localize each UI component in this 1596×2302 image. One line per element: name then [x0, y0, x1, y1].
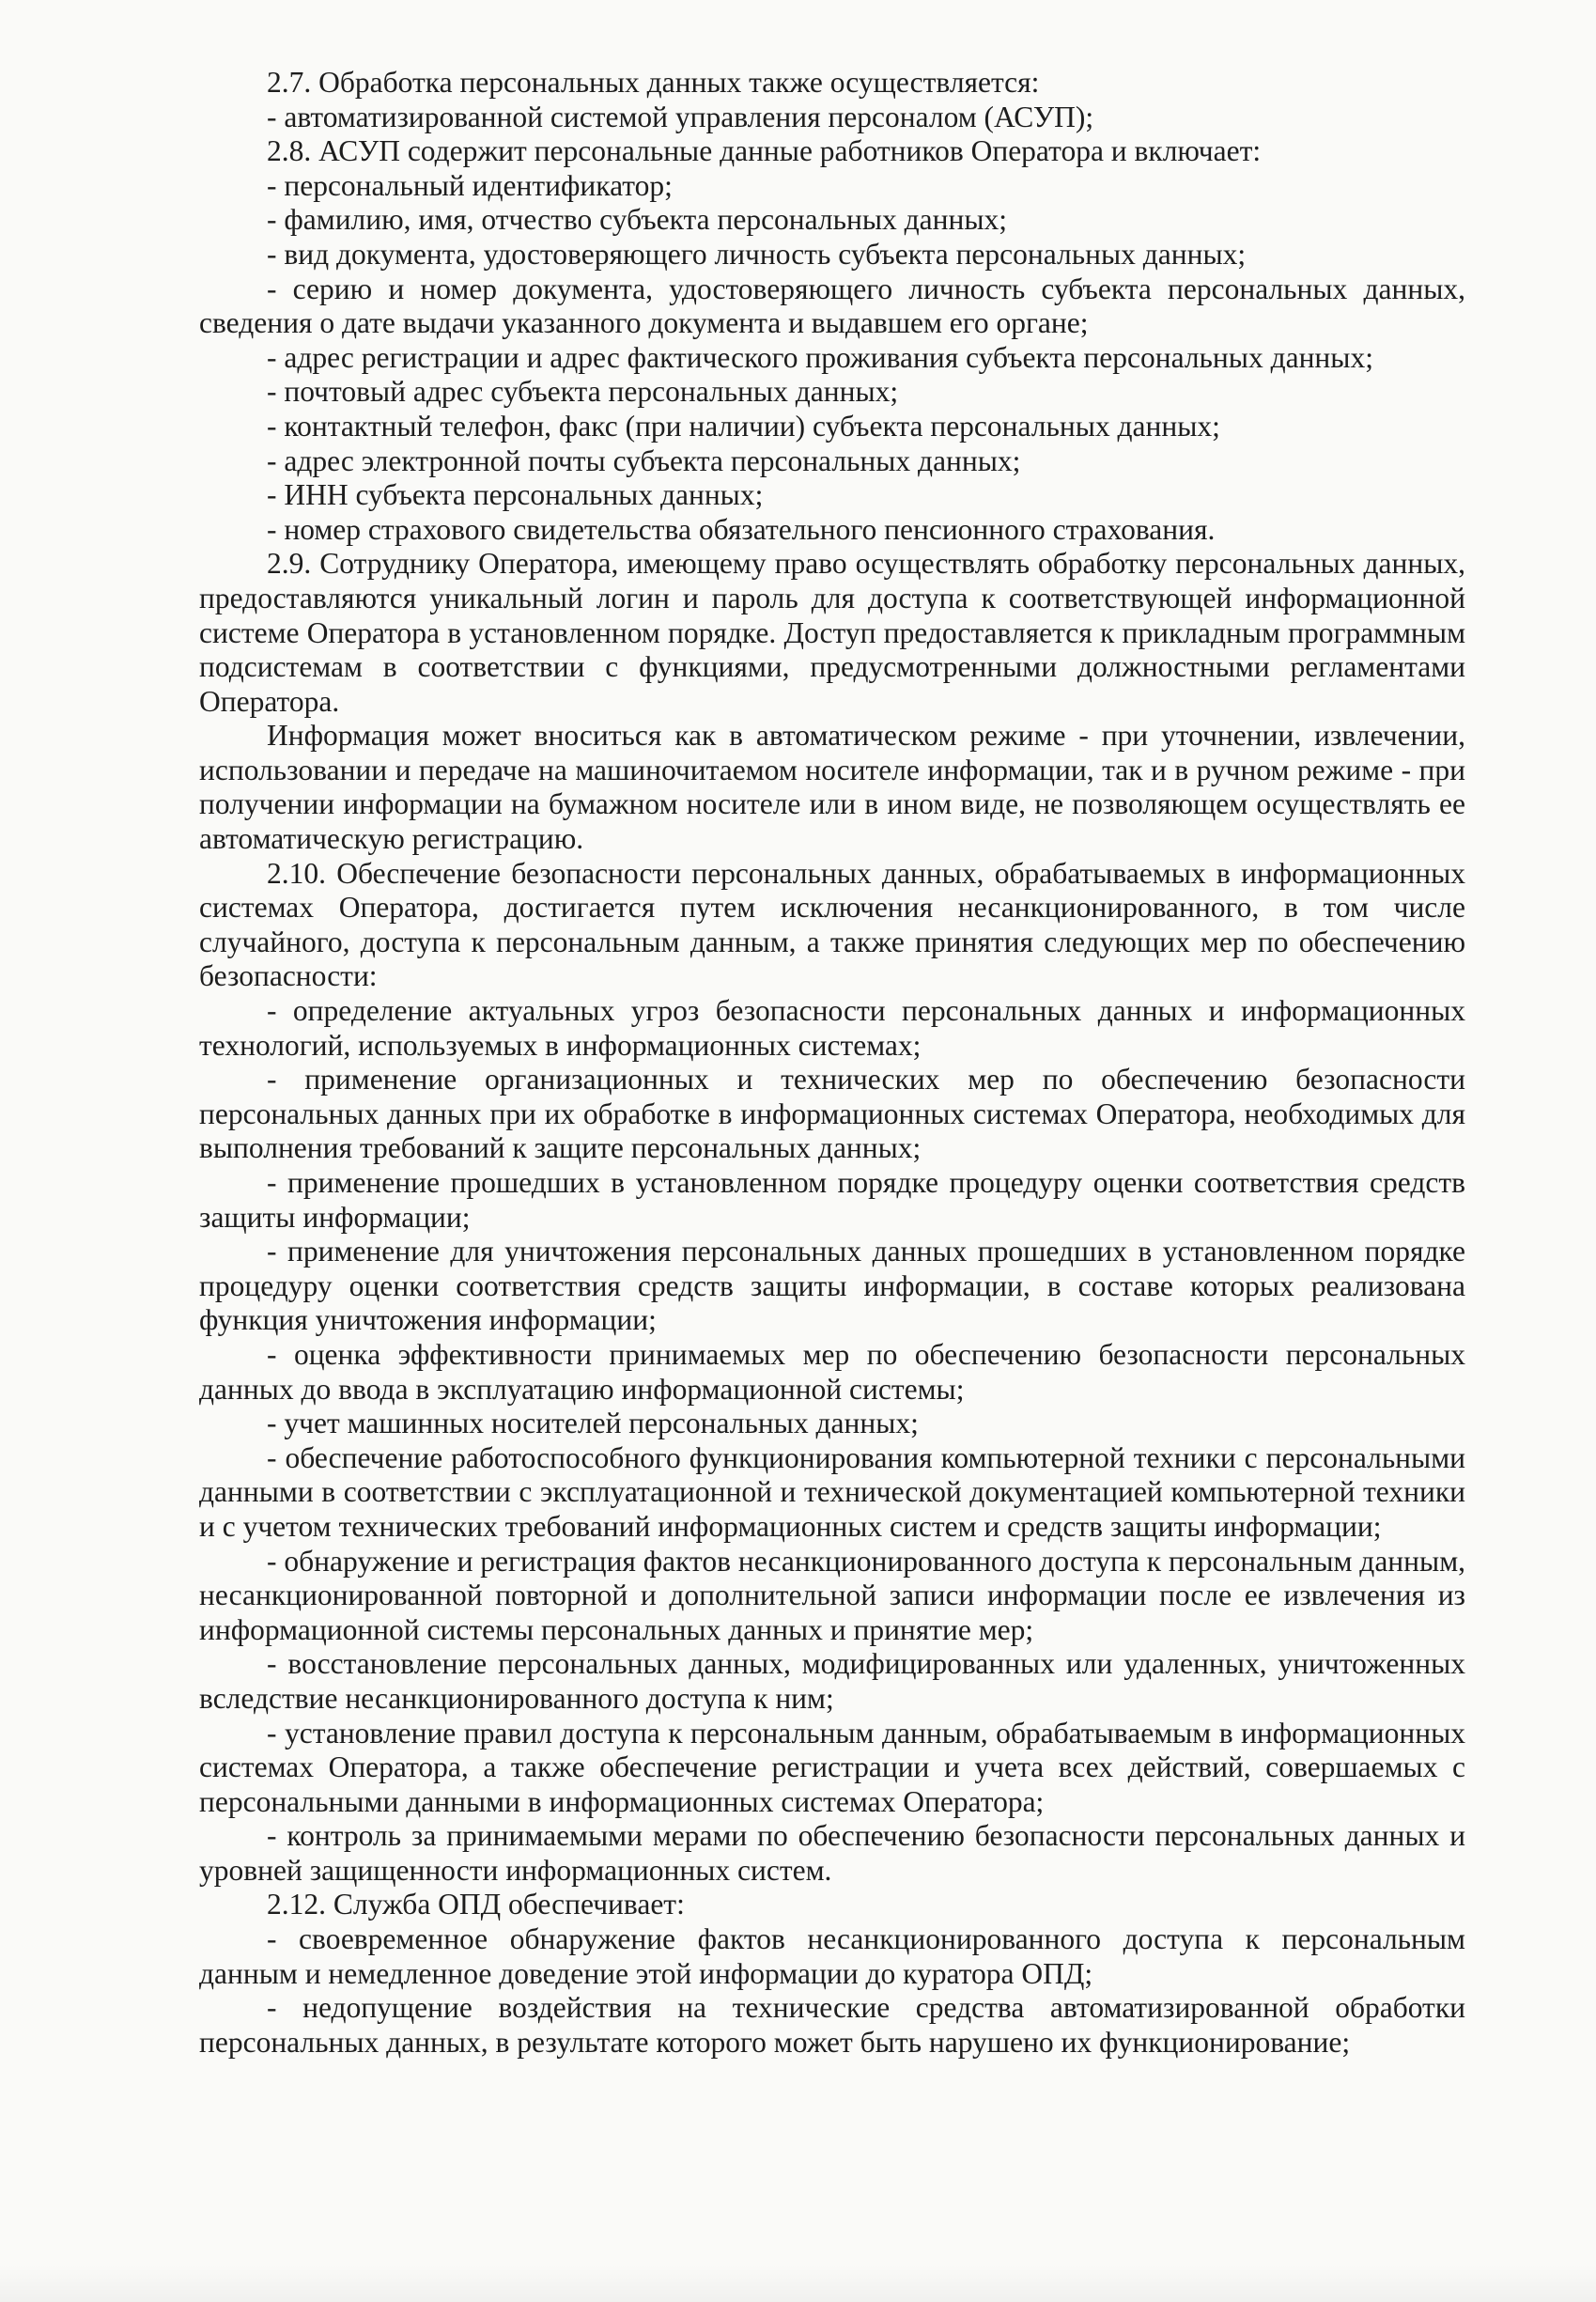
list-item: - недопущение воздействия на технические средства автоматизированной обработки персональных данных, в результате которого может быть нарушено их функционирование; — [199, 1991, 1465, 2059]
list-item: - определение актуальных угроз безопасности персональных данных и информационных технологий, используемых в информационных системах; — [199, 994, 1465, 1062]
list-item: - адрес регистрации и адрес фактического проживания субъекта персональных данных; — [267, 340, 1373, 374]
list-item: - контроль за принимаемыми мерами по обеспечению безопасности персональных данных и уровней защищенности информационных систем. — [199, 1819, 1465, 1887]
paragraph: 2.8. АСУП содержит персональные данные работников Оператора и включает: — [267, 134, 1262, 168]
list-item: - вид документа, удостоверяющего личность субъекта персональных данных; — [267, 237, 1247, 271]
list-item: - применение организационных и технических мер по обеспечению безопасности персональных данных при их обработке в информационных системах Оператора, необходимых для выполнения требований к защите персональных данных; — [199, 1063, 1465, 1165]
paragraph: 2.9. Сотруднику Оператора, имеющему право осуществлять обработку персональных данных, предоставляются уникальный логин и пароль для доступа к соответствующей информационной системе Оператора в установленном порядке. Доступ предоставляется к прикладным программным подсистемам в соответствии с функциями, предусмотренными должностными регламентами Оператора. — [199, 547, 1465, 718]
list-item: - обеспечение работоспособного функционирования компьютерной техники с персональными данными в соответствии с эксплуатационной и технической документацией компьютерной техники и с учетом технических требований информационных систем и средств защиты информации; — [199, 1440, 1465, 1543]
list-item: - ИНН субъекта персональных данных; — [267, 478, 764, 512]
list-item: - персональный идентификатор; — [267, 168, 673, 202]
page-edge-shadow — [0, 2264, 1596, 2302]
paragraph: 2.7. Обработка персональных данных также осуществляется: — [267, 66, 1040, 99]
list-item: - автоматизированной системой управления персоналом (АСУП); — [267, 100, 1094, 133]
list-item: - применение прошедших в установленном порядке процедуру оценки соответствия средств защиты информации; — [199, 1166, 1465, 1234]
list-item: - оценка эффективности принимаемых мер по обеспечению безопасности персональных данных до ввода в эксплуатацию информационной системы; — [199, 1337, 1465, 1406]
list-item: - установление правил доступа к персональным данным, обрабатываемым в информационных системах Оператора, а также обеспечение регистрации и учета всех действий, совершаемых с персональными данными в информационных системах Оператора; — [199, 1716, 1465, 1818]
paragraph: 2.10. Обеспечение безопасности персональных данных, обрабатываемых в информационных системах Оператора, достигается путем исключения несанкционированного, в том числе случайного, доступа к персональным данным, а также принятия следующих мер по обеспечению безопасности: — [199, 856, 1465, 993]
list-item: - фамилию, имя, отчество субъекта персональных данных; — [267, 203, 1008, 237]
list-item: - своевременное обнаружение фактов несанкционированного доступа к персональным данным и немедленное доведение этой информации до куратора ОПД; — [199, 1922, 1465, 1990]
paragraph: Информация может вноситься как в автоматическом режиме - при уточнении, извлечении, использовании и передаче на машиночитаемом носителе информации, так и в ручном режиме - при получении информации на бумажном носителе или в ином виде, не позволяющем осуществлять ее автоматическую регистрацию. — [199, 719, 1465, 856]
paragraph: 2.12. Служба ОПД обеспечивает: — [267, 1888, 685, 1921]
list-item: - обнаружение и регистрация фактов несанкционированного доступа к персональным данным, несанкционированной повторной и дополнительной записи информации после ее извлечения из информационной системы персональных данных и принятие мер; — [199, 1544, 1465, 1646]
list-item: - контактный телефон, факс (при наличии) субъекта персональных данных; — [267, 409, 1220, 443]
list-item: - восстановление персональных данных, модифицированных или удаленных, уничтоженных вследствие несанкционированного доступа к ним; — [199, 1647, 1465, 1715]
list-item: - адрес электронной почты субъекта персональных данных; — [267, 443, 1021, 477]
list-item: - серию и номер документа, удостоверяющего личность субъекта персональных данных, сведения о дате выдачи указанного документа и выдавшем его органе; — [199, 272, 1465, 340]
document-body — [199, 66, 1465, 2060]
list-item: - учет машинных носителей персональных данных; — [267, 1407, 919, 1440]
list-item: - применение для уничтожения персональных данных прошедших в установленном порядке процедуру оценки соответствия средств защиты информации, в составе которых реализована функция уничтожения информации; — [199, 1235, 1465, 1337]
list-item: - почтовый адрес субъекта персональных данных; — [267, 375, 899, 409]
list-item: - номер страхового свидетельства обязательного пенсионного страхования. — [267, 512, 1216, 546]
